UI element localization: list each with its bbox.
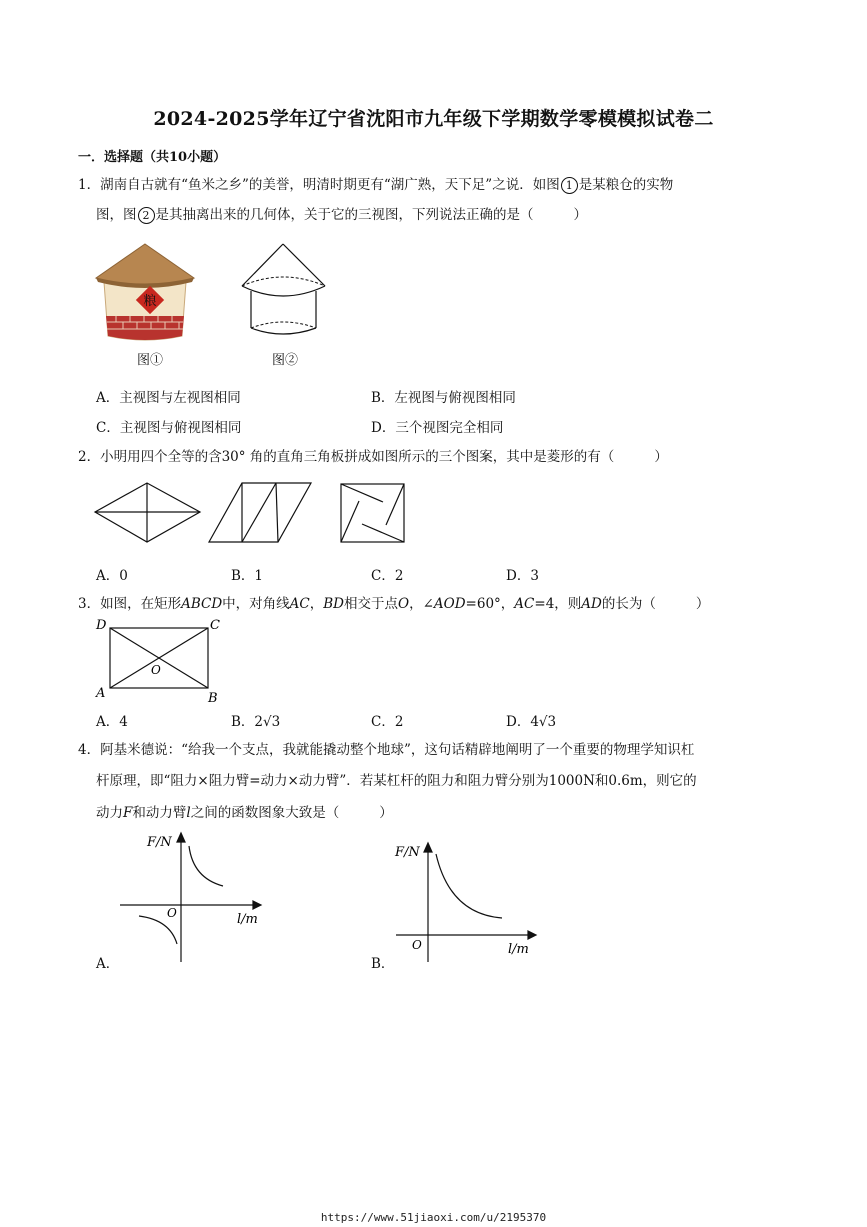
q2-patterns-figure	[92, 480, 412, 546]
section-heading: 一．选择题（共10小题）	[78, 150, 227, 165]
graph-a-origin: O	[167, 906, 177, 920]
q4-option-a[interactable]: A．	[96, 956, 120, 972]
q2-option-b[interactable]: B．1	[231, 568, 264, 584]
footer-url[interactable]: https://www.51jiaoxi.com/u/2195370	[320, 1211, 547, 1224]
graph-a-y-label: F/N	[147, 835, 172, 850]
q2-pattern-3	[341, 484, 404, 542]
circled-number-1: 1	[561, 177, 578, 194]
label-a: A	[96, 686, 106, 701]
q4-line2: 杆原理，即“阻力×阻力臂=动力×动力臂”．若某杠杆的阻力和阻力臂分别为1000N和0.6m，则它的	[96, 773, 697, 789]
figure-2-caption: 图②	[272, 353, 299, 368]
label-b: B	[208, 691, 218, 705]
q3-option-b[interactable]: B．2√3	[231, 714, 281, 730]
q1-option-c[interactable]: C．主视图与俯视图相同	[96, 420, 242, 436]
label-d: D	[96, 618, 107, 633]
granary-character: 粮	[143, 294, 157, 309]
q4-line3: 动力F和动力臂l之间的函数图象大致是（ ）	[96, 805, 393, 821]
graph-b-x-label: l/m	[508, 942, 529, 957]
granary-photo-figure	[90, 240, 200, 346]
label-c: C	[210, 618, 220, 633]
graph-b-origin: O	[412, 938, 422, 952]
q2-option-a[interactable]: A．0	[96, 568, 128, 584]
graph-b-y-label: F/N	[395, 845, 420, 860]
q1-option-a[interactable]: A．主视图与左视图相同	[96, 390, 241, 406]
rectangle-abcd-figure	[90, 615, 230, 705]
graph-a-x-label: l/m	[237, 912, 258, 927]
circled-number-2: 2	[138, 207, 155, 224]
q3-text: 3．如图，在矩形ABCD中，对角线AC，BD相交于点O，∠AOD=60°，AC=4，则AD的长为（ ）	[78, 596, 710, 612]
cone-cylinder-figure	[236, 240, 331, 340]
q3-option-d[interactable]: D．4√3	[506, 714, 557, 730]
graph-b	[390, 838, 540, 966]
graph-a	[115, 828, 265, 966]
q1-line2: 图，图 2 是其抽离出来的几何体，关于它的三视图，下列说法正确的是（ ）	[96, 207, 587, 223]
q1-option-d[interactable]: D．三个视图完全相同	[371, 420, 504, 436]
label-o: O	[151, 663, 161, 677]
figure-1-caption: 图①	[137, 353, 164, 368]
q2-option-c[interactable]: C．2	[371, 568, 404, 584]
q2-text: 2．小明用四个全等的含30° 角的直角三角板拼成如图所示的三个图案，其中是菱形的有（ ）	[78, 449, 668, 465]
q4-option-b[interactable]: B．	[371, 956, 395, 972]
q2-option-d[interactable]: D．3	[506, 568, 539, 584]
page-title: 2024-2025学年辽宁省沈阳市九年级下学期数学零模模拟试卷二	[153, 108, 714, 130]
q2-pattern-2	[209, 483, 311, 542]
q3-option-a[interactable]: A．4	[96, 714, 128, 730]
q1-option-b[interactable]: B．左视图与俯视图相同	[371, 390, 516, 406]
q3-option-c[interactable]: C．2	[371, 714, 404, 730]
q2-pattern-1	[95, 483, 200, 542]
q4-line1: 4．阿基米德说：“给我一个支点，我就能撬动整个地球”，这句话精辟地阐明了一个重要的物理学知识杠	[78, 742, 695, 758]
q1-line1: 1．湖南自古就有“鱼米之乡”的美誉，明清时期更有“湖广熟，天下足”之说．如图 1 是某粮仓的实物	[78, 177, 674, 193]
